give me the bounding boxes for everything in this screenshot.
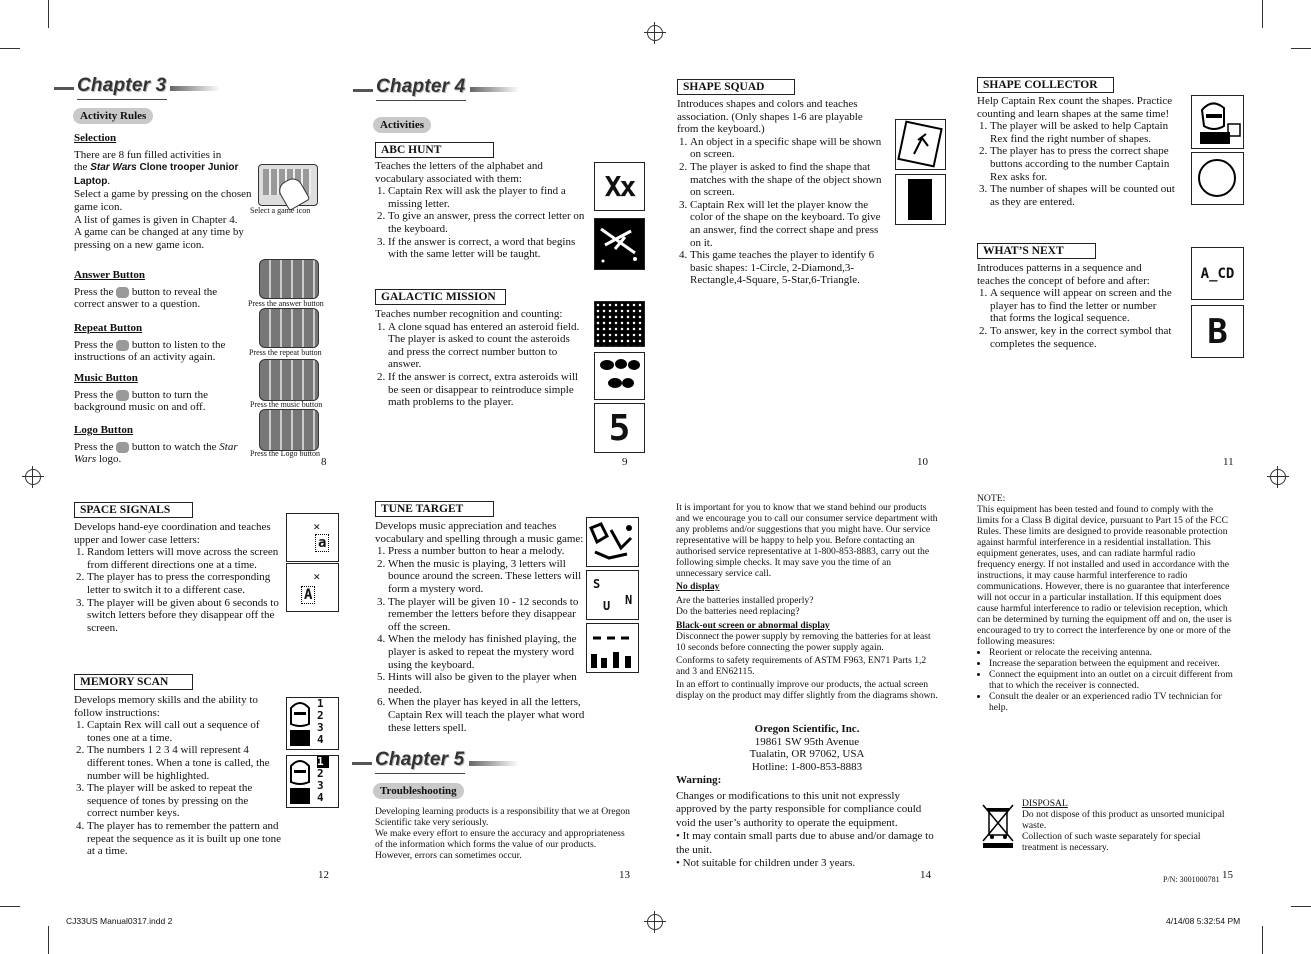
list-item: 2. The player is asked to find the shape that matches with the shape of the object shown on screen. [690, 161, 882, 199]
tune-letter: N [625, 593, 633, 607]
shape-collector-heading: SHAPE COLLECTOR [977, 77, 1114, 93]
crop-mark-icon [0, 48, 20, 49]
registration-mark-icon [1267, 466, 1289, 488]
shape-collector-body [977, 95, 1185, 208]
registration-mark-icon [22, 466, 44, 488]
tune-screen-3 [586, 623, 639, 673]
warning-heading: Warning: [676, 774, 722, 786]
no-display-block [676, 581, 938, 617]
signals-screen-1 [286, 513, 339, 562]
repeat-text: button to listen to the instructions of an activity again. [74, 338, 226, 364]
list-item: 3. The number of shapes will be counted out as they are entered. [990, 183, 1185, 208]
music-key-icon [116, 390, 129, 401]
list-item: 1. A sequence will appear on screen and the player has to find the letter or number that forms the logical sequence. [990, 287, 1175, 325]
memory-scan-body [74, 694, 281, 858]
warning-text: • It may contain small parts due to abuse and/or damage to the unit. [676, 830, 934, 856]
repeat-block [74, 322, 244, 364]
product-name: Clone trooper Junior Laptop [74, 162, 239, 187]
warning-text: • Not suitable for children under 3 years. [676, 857, 856, 869]
caption-select: Select a game icon [250, 206, 311, 215]
list-item: 1. An object in a specific shape will be shown on screen. [690, 136, 882, 161]
tune-intro: Develops music appreciation and teaches vocabulary and spelling through a music game: [375, 520, 584, 545]
caption-logo: Press the Logo button [250, 449, 320, 458]
repeat-heading: Repeat Button [74, 322, 143, 334]
selection-block [74, 132, 254, 251]
chapter-title: Chapter 3 [77, 75, 167, 96]
trooper-icon [287, 698, 313, 749]
logo-text: Star Wars [74, 440, 238, 466]
chapter-underline [77, 99, 167, 100]
section-pill: Troubleshooting [373, 783, 464, 799]
disposal-text: Do not dispose of this product as unsorted municipal waste. [1022, 809, 1225, 831]
list-item: 2. The player has to press the correct shape buttons according to the number Captain Rex asks for. [990, 145, 1185, 183]
sequence-screen-2 [1191, 305, 1244, 358]
memory-digit: 2 [317, 767, 324, 780]
selection-text: . [107, 174, 111, 187]
list-item: 5. Hints will also be given to the player when needed. [388, 671, 585, 696]
list-item: 1. Captain Rex will call out a sequence of tones one at a time. [87, 719, 281, 744]
list-item: 1. Press a number button to hear a melody. [388, 545, 585, 558]
chapter-underline [376, 100, 466, 101]
memory-digit-highlighted: 1 [317, 756, 329, 768]
logo-heading: Logo Button [74, 424, 133, 436]
selection-text: A list of games is given in Chapter 4. [74, 213, 238, 226]
signals-star-icon: ✕ [313, 572, 321, 582]
section-pill: Activities [373, 117, 431, 133]
music-text: button to turn the background music on and off. [74, 388, 208, 414]
space-signals-body [74, 521, 287, 634]
caption-repeat: Press the repeat button [249, 348, 322, 357]
space-signals-heading: SPACE SIGNALS [74, 502, 193, 518]
address-line: 19861 SW 95th Avenue [754, 735, 860, 748]
memory-digit: 3 [317, 721, 324, 734]
tune-target-heading: TUNE TARGET [375, 501, 494, 517]
circle-icon [1198, 159, 1236, 197]
list-item: 2. If the answer is correct, extra asteroids will be seen or disappear to reintroduce simple math problems to the player. [388, 371, 587, 409]
selection-text: the [74, 161, 91, 174]
list-item: 4. This game teaches the player to identify 6 basic shapes: 1-Circle, 2-Diamond,3-Rectangle,4-Square, 5-Star,6-Triangle. [690, 249, 882, 287]
registration-mark-icon [644, 911, 666, 933]
crop-mark-icon [48, 926, 49, 954]
logo-text: button to watch the [129, 440, 220, 453]
list-item: • Reorient or relocate the receiving antenna. [989, 647, 1233, 658]
fcc-note [977, 493, 1233, 713]
trouble-text: We make every effort to ensure the accuracy and appropriateness of the information which forms the value of our products. However, errors can sometimes occur. [375, 828, 625, 861]
list-item: 3. The player will be given about 6 seconds to switch letters before they disappear off the screen. [87, 597, 287, 635]
brand-name: Star Wars [90, 162, 137, 174]
list-item: 3. The player will be asked to repeat the sequence of tones by pressing on the correct number keys. [87, 782, 281, 820]
page-number: 8 [321, 456, 327, 468]
slug-filename: CJ33US Manual0317.indd 2 [66, 916, 173, 926]
trouble-text: Developing learning products is a responsibility that we at Oregon Scientific take very seriously. [375, 806, 630, 828]
signals-letter: a [315, 534, 329, 552]
memory-digit: 1 [317, 697, 324, 710]
signals-screen-2 [286, 563, 339, 612]
whats-next-heading: WHAT’S NEXT [977, 243, 1096, 259]
answer-text: button to reveal the correct answer to a question. [74, 285, 218, 311]
blackout-text: Disconnect the power supply by removing the batteries for at least 10 seconds before connecting the power supply again. [676, 631, 931, 653]
galactic-intro: Teaches number recognition and counting: [375, 308, 563, 320]
tune-list [375, 545, 585, 734]
list-item: 2. The numbers 1 2 3 4 will represent 4 different tones. When a tone is called, the number will be highlighted. [87, 744, 281, 782]
answer-text: Press the [74, 285, 117, 298]
disposal-block [1022, 798, 1232, 853]
tune-letter: U [603, 599, 611, 613]
crop-mark-icon [1291, 48, 1311, 49]
abc-list [375, 185, 587, 261]
measures-list [977, 647, 1233, 713]
tune-screen-1 [586, 517, 639, 567]
list-item: 6. When the player has keyed in all the letters, Captain Rex will teach the player what word these letters spell. [388, 696, 585, 734]
memory-digit: 4 [317, 733, 324, 746]
sequence-answer-text: B [1207, 311, 1228, 352]
troubleshooting-body [375, 806, 630, 861]
logo-block [74, 424, 239, 466]
collector-screen-2 [1191, 152, 1244, 205]
next-intro: Introduces patterns in a sequence and teaches the concept of before and after: [977, 262, 1150, 287]
collector-screen-1 [1191, 95, 1244, 149]
memory-list [74, 719, 281, 858]
sequence-screen-1 [1191, 247, 1244, 300]
no-display-text: Are the batteries installed properly? [676, 595, 814, 606]
company-name: Oregon Scientific, Inc. [754, 723, 860, 735]
abc-screen [594, 162, 645, 211]
part-number: P/N: 3001000781 [1163, 875, 1220, 884]
hotline: Hotline: 1-800-853-8883 [751, 760, 863, 773]
list-item: • Consult the dealer or an experienced radio TV technician for help. [989, 691, 1233, 713]
page-number: 9 [622, 456, 628, 468]
memory-digits [317, 698, 324, 746]
memory-screen-1 [286, 697, 339, 750]
memory-screen-2 [286, 755, 339, 808]
list-item: 4. The player has to remember the pattern and repeat the sequence as it is built up one tone at a time. [87, 820, 281, 858]
collector-list [977, 120, 1185, 208]
whats-next-body [977, 262, 1175, 350]
equalizer-icon [587, 624, 638, 672]
registration-mark-icon [644, 22, 666, 44]
rectangle-icon [908, 179, 932, 220]
abc-hunt-heading: ABC HUNT [375, 142, 494, 158]
asteroid-icon [595, 353, 644, 399]
abc-intro: Teaches the letters of the alphabet and vocabulary associated with them: [375, 160, 543, 185]
music-illustration [259, 359, 319, 401]
chapter-fade [469, 761, 519, 766]
weee-bin-icon [981, 801, 1015, 849]
chapter-fade [470, 87, 520, 92]
disposal-heading: DISPOSAL [1022, 798, 1068, 809]
page-number: 10 [917, 456, 928, 468]
number-screen-text: 5 [608, 407, 631, 449]
space-list [74, 546, 287, 634]
tune-target-body [375, 520, 585, 734]
logo-illustration [259, 409, 319, 451]
blackout-block [676, 620, 938, 701]
page-number: 12 [318, 869, 329, 881]
shape-screen-1 [895, 119, 946, 170]
galactic-heading: GALACTIC MISSION [375, 289, 506, 305]
space-intro: Develops hand-eye coordination and teaches upper and lower case letters: [74, 521, 271, 546]
disposal-text: Collection of such waste separately for special treatment is necessary. [1022, 831, 1201, 853]
answer-key-icon [116, 287, 129, 298]
memory-digits [317, 756, 329, 804]
warning-block [676, 774, 936, 871]
list-item: 2. To give an answer, press the correct letter on the keyboard. [388, 210, 587, 235]
music-notes-icon [587, 518, 638, 566]
trooper-icon [1192, 96, 1243, 148]
repeat-text: Press the [74, 338, 117, 351]
game-icon-illustration [258, 164, 318, 206]
page-number: 15 [1222, 869, 1233, 881]
list-item: 2. When the music is playing, 3 letters will bounce around the screen. These letters will form a mystery word. [388, 558, 585, 596]
selection-text: There are 8 fun filled activities in [74, 148, 222, 161]
logo-key-icon [116, 442, 129, 453]
chapter-fade [170, 86, 220, 91]
chapter-title: Chapter 4 [376, 76, 466, 97]
answer-illustration [259, 259, 319, 299]
music-block [74, 372, 239, 414]
repeat-illustration [259, 308, 319, 348]
asteroid-screen-2 [594, 352, 645, 400]
asteroid-screen [594, 301, 645, 347]
selection-heading: Selection [74, 132, 117, 144]
signals-letter: A [301, 586, 315, 604]
page-number: 11 [1223, 456, 1234, 468]
memory-digit: 2 [317, 709, 324, 722]
chapter-underline [375, 773, 465, 774]
spaceship-icon [595, 219, 644, 269]
blackout-heading: Black-out screen or abnormal display [676, 620, 830, 631]
list-item: 1. Random letters will move across the screen from different directions one at a time. [87, 546, 287, 571]
conformity-text: Conforms to safety requirements of ASTM F963, EN71 Parts 1,2 and 3 and EN62115. [676, 655, 927, 677]
logo-text: Press the [74, 440, 117, 453]
shape-squad-heading: SHAPE SQUAD [677, 79, 795, 95]
chapter-rule [352, 762, 372, 765]
abc-screen-2 [594, 218, 645, 270]
warning-text: Changes or modifications to this unit not expressly approved by the party responsible for compliance could void the user’s authority to operate the equipment. [676, 789, 922, 829]
selection-text: A game can be changed at any time by pressing on a new game icon. [74, 226, 244, 251]
list-item: 1. The player will be asked to help Captain Rex find the right number of shapes. [990, 120, 1185, 145]
next-list [977, 287, 1175, 350]
signals-star-icon: ✕ [313, 522, 321, 532]
service-intro: It is important for you to know that we stand behind our products and we encourage you to call our consumer service department with any problems and/or suggestions that you might have. Our service representative will be happy to help you. Before contacting an authorised service representative at 1-800-853-8883, carry out the following simple checks. It may save you the time of an unnecessary service call. [676, 502, 938, 579]
memory-scan-heading: MEMORY SCAN [74, 674, 193, 690]
selection-text: Select a game by pressing on the chosen game icon. [74, 188, 252, 213]
repeat-key-icon [116, 340, 129, 351]
shape-intro: Introduces shapes and colors and teaches association. (Only shapes 1-6 are playable from the keyboard.) [677, 98, 863, 136]
crop-mark-icon [0, 906, 20, 907]
answer-block [74, 269, 239, 311]
list-item: • Connect the equipment into an outlet on a circuit different from that to which the receiver is connected. [989, 669, 1233, 691]
note-body: This equipment has been tested and found to comply with the limits for a Class B digital device, pursuant to Part 15 of the FCC Rules. These limits are designed to provide reasonable protection against harmful interference in a residential installation. This equipment generates, uses, and can radiate harmful radio frequency energy. If not installed and used in accordance with the instructions, it may cause harmful interference to radio communications. However, there is no guarantee that interference will not occur in a particular installation. If this equipment does cause harmful interference to radio or television reception, which can be determined by turning the equipment off and on, the user is encouraged to try to correct the interference by one or more of the following measures: [977, 504, 1232, 647]
list-item: 2. To answer, key in the correct symbol that completes the sequence. [990, 325, 1175, 350]
shape-squad-body [677, 98, 882, 287]
chapter-title: Chapter 5 [375, 749, 465, 770]
list-item: 1. A clone squad has entered an asteroid field. The player is asked to count the asteroids and press the correct number button to answer. [388, 321, 587, 371]
crop-mark-icon [1262, 0, 1263, 28]
company-block [676, 723, 938, 773]
caption-answer: Press the answer button [248, 299, 324, 308]
shape-list [677, 136, 882, 287]
chapter-rule [353, 89, 373, 92]
number-screen [594, 403, 645, 453]
trooper-icon [287, 756, 313, 807]
crop-mark-icon [48, 0, 49, 28]
note-heading: NOTE: [977, 493, 1006, 504]
chapter-rule [54, 87, 74, 90]
page-number: 14 [920, 869, 931, 881]
list-item: 3. If the answer is correct, a word that begins with the same letter will be taught. [388, 236, 587, 261]
shape-screen-2 [895, 174, 946, 225]
collector-intro: Help Captain Rex count the shapes. Practice counting and learn shapes at the same time! [977, 95, 1173, 120]
section-pill: Activity Rules [73, 108, 153, 124]
logo-text: logo. [96, 453, 122, 466]
answer-heading: Answer Button [74, 269, 146, 281]
memory-digit: 4 [317, 791, 324, 804]
page-number: 13 [619, 869, 630, 881]
sequence-text: A_CD [1200, 265, 1235, 282]
crop-mark-icon [1262, 926, 1263, 954]
abc-screen-text: Xx [604, 170, 635, 203]
no-display-heading: No display [676, 581, 720, 592]
tune-screen-2 [586, 570, 639, 620]
music-heading: Music Button [74, 372, 138, 384]
list-item: • Increase the separation between the equipment and receiver. [989, 658, 1233, 669]
improvement-text: In an effort to continually improve our products, the actual screen display on the product may differ slightly from the diagrams shown. [676, 679, 938, 701]
slug-timestamp: 4/14/08 5:32:54 PM [1166, 916, 1241, 926]
figure-icon [896, 120, 945, 169]
caption-music: Press the music button [250, 400, 323, 409]
galactic-body [375, 308, 587, 409]
list-item: 4. When the melody has finished playing, the player is asked to repeat the mystery word using the keyboard. [388, 633, 585, 671]
no-display-text: Do the batteries need replacing? [676, 606, 800, 617]
list-item: 1. Captain Rex will ask the player to find a missing letter. [388, 185, 587, 210]
crop-mark-icon [1291, 906, 1311, 907]
list-item: 2. The player has to press the corresponding letter to switch it to a different case. [87, 571, 287, 596]
music-text: Press the [74, 388, 117, 401]
list-item: 3. Captain Rex will let the player know the color of the shape on the keyboard. To give an answer, find the correct shape and press on it. [690, 199, 882, 249]
tune-letter: S [593, 577, 601, 591]
abc-hunt-body [375, 160, 587, 261]
memory-intro: Develops memory skills and the ability to follow instructions: [74, 694, 258, 719]
memory-digit: 3 [317, 779, 324, 792]
list-item: 3. The player will be given 10 - 12 seconds to remember the letters before they disappear off the screen. [388, 596, 585, 634]
galactic-list [375, 321, 587, 409]
address-line: Tualatin, OR 97062, USA [749, 748, 865, 761]
